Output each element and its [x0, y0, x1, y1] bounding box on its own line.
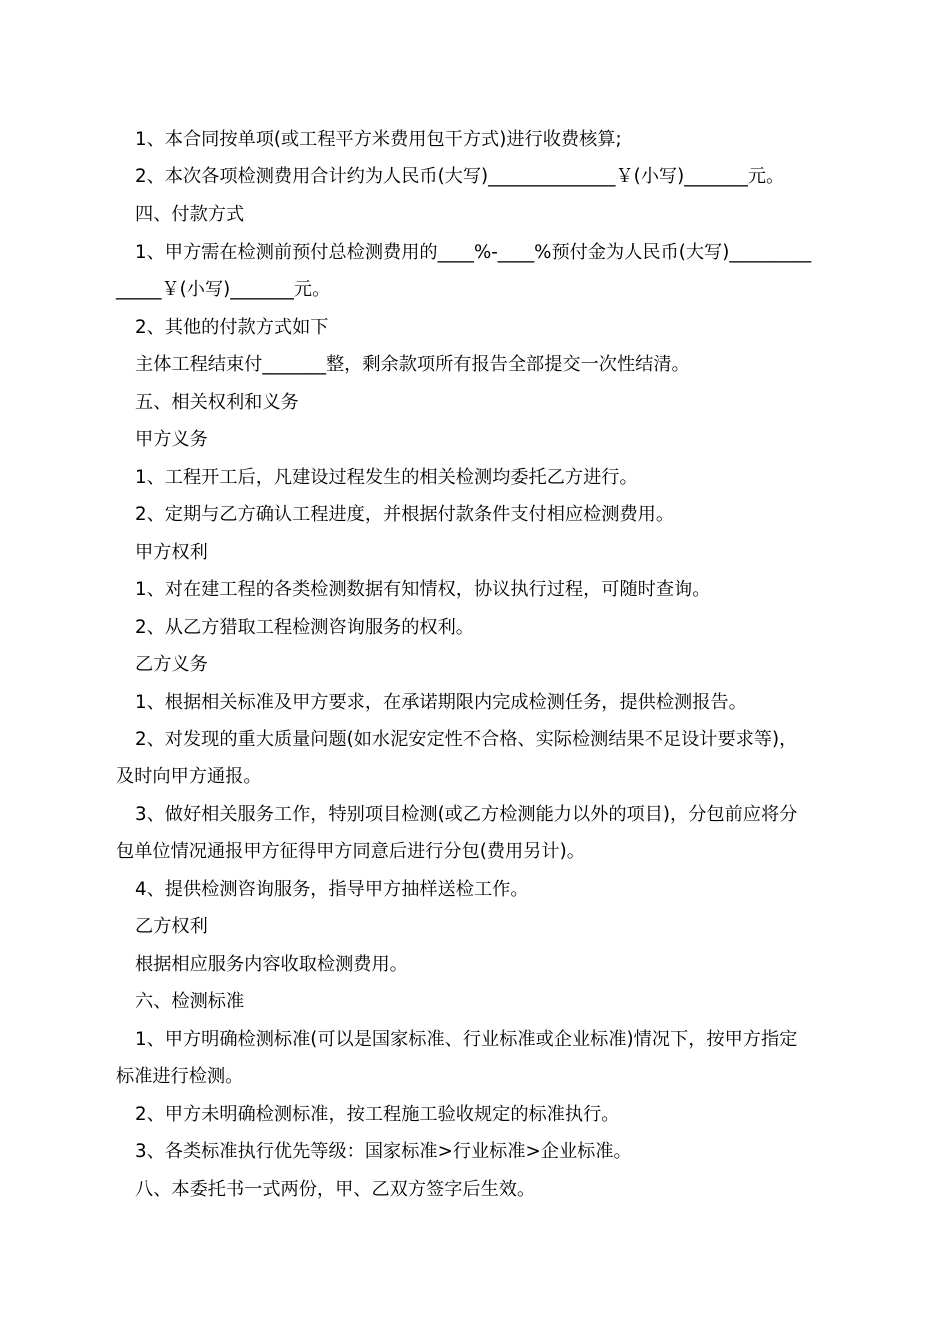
section-heading-rights: 五、相关权利和义务: [135, 392, 299, 413]
section-heading-effectiveness: 八、本委托书一式两份，甲、乙双方签字后生效。: [135, 1179, 536, 1200]
party-b-duty-2-continued: 及时向甲方通报。: [116, 766, 262, 787]
party-a-duty-1: 1、工程开工后，凡建设过程发生的相关检测均委托乙方进行。: [135, 467, 638, 488]
section-heading-standards: 六、检测标准: [135, 991, 245, 1012]
subheading-party-b-rights: 乙方权利: [135, 916, 208, 937]
party-b-duty-1: 1、根据相关标准及甲方要求，在承诺期限内完成检测任务，提供检测报告。: [135, 692, 747, 713]
standards-item-3: 3、各类标准执行优先等级：国家标准>行业标准>企业标准。: [135, 1141, 632, 1162]
section-heading-payment: 四、付款方式: [135, 204, 245, 225]
fee-item-1: 1、本合同按单项(或工程平方米费用包干方式)进行收费核算;: [135, 129, 622, 150]
party-b-duty-2: 2、对发现的重大质量问题(如水泥安定性不合格、实际检测结果不足设计要求等)，: [135, 729, 798, 750]
party-b-duty-3: 3、做好相关服务工作，特别项目检测(或乙方检测能力以外的项目)，分包前应将分: [135, 804, 798, 825]
party-b-duty-3-continued: 包单位情况通报甲方征得甲方同意后进行分包(费用另计)。: [116, 841, 585, 862]
party-b-right-1: 根据相应服务内容收取检测费用。: [135, 954, 408, 975]
payment-item-1: 1、甲方需在检测前预付总检测费用的____%-____%预付金为人民币(大写)_________: [135, 242, 812, 263]
party-b-duty-4: 4、提供检测咨询服务，指导甲方抽样送检工作。: [135, 879, 529, 900]
party-a-right-2: 2、从乙方猎取工程检测咨询服务的权利。: [135, 617, 474, 638]
subheading-party-a-duties: 甲方义务: [135, 429, 208, 450]
payment-detail: 主体工程结束付_______整，剩余款项所有报告全部提交一次性结清。: [135, 354, 690, 375]
fee-item-2: 2、本次各项检测费用合计约为人民币(大写)______________￥(小写)_______元。: [135, 166, 785, 187]
standards-item-2: 2、甲方未明确检测标准，按工程施工验收规定的标准执行。: [135, 1104, 620, 1125]
payment-item-1-continued: _____￥(小写)_______元。: [116, 279, 331, 300]
subheading-party-a-rights: 甲方权利: [135, 542, 208, 563]
standards-item-1-continued: 标准进行检测。: [116, 1066, 244, 1087]
party-a-right-1: 1、对在建工程的各类检测数据有知情权，协议执行过程，可随时查询。: [135, 579, 711, 600]
party-a-duty-2: 2、定期与乙方确认工程进度，并根据付款条件支付相应检测费用。: [135, 504, 675, 525]
standards-item-1: 1、甲方明确检测标准(可以是国家标准、行业标准或企业标准)情况下，按甲方指定: [135, 1029, 798, 1050]
subheading-party-b-duties: 乙方义务: [135, 654, 208, 675]
payment-item-2: 2、其他的付款方式如下: [135, 317, 329, 338]
